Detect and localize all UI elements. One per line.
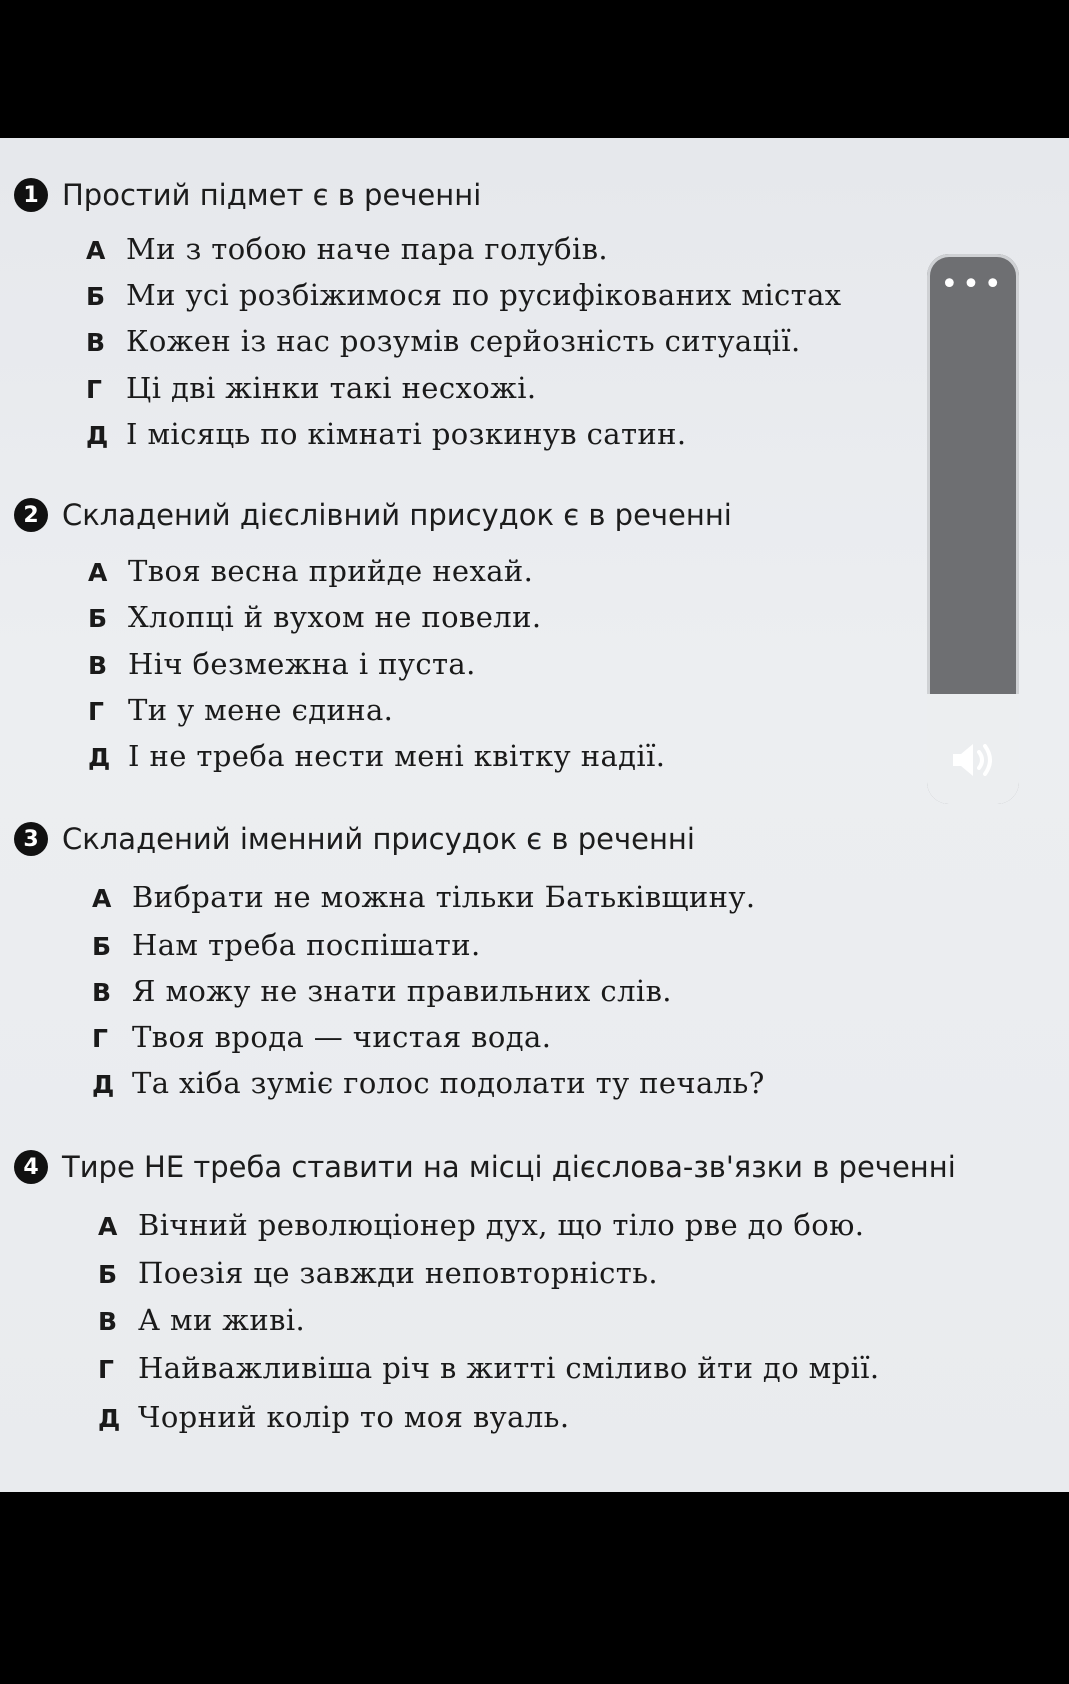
speaker-icon[interactable] [949, 740, 999, 780]
question-prompt: Складений дієслівний присудок є в реченні [62, 498, 732, 532]
question-prompt: Простий підмет є в реченні [62, 178, 482, 212]
option-v: В Ніч безмежна і пуста. [88, 647, 476, 681]
question-header [14, 178, 481, 212]
option-a: А Ми з тобою наче пара голубів. [86, 232, 609, 266]
question-number: 3 [14, 822, 48, 856]
option-a: А Вибрати не можна тільки Батьківщину. [92, 880, 756, 914]
option-a: А Твоя весна прийде нехай. [88, 554, 534, 588]
question-header [14, 822, 695, 856]
option-d: Д І не треба нести мені квітку надії. [88, 739, 666, 773]
question-header [14, 1150, 956, 1184]
option-d: Д Чорний колір то моя вуаль. [98, 1400, 570, 1434]
option-v: В Я можу не знати правильних слів. [92, 974, 672, 1008]
option-v: В А ми живі. [98, 1303, 306, 1337]
option-d: Д Та хіба зуміє голос подолати ту печаль? [92, 1066, 765, 1100]
more-dots-icon[interactable]: ••• [940, 267, 1006, 302]
option-b: Б Нам треба поспішати. [92, 928, 481, 962]
option-b: Б Поезія це завжди неповторність. [98, 1256, 659, 1290]
volume-slider[interactable] [927, 254, 1019, 804]
option-g: Г Ти у мене єдина. [88, 693, 394, 727]
option-b: Б Ми усі розбіжимося по русифікованих містах [86, 278, 842, 312]
option-g: Г Найважливіша річ в житті сміливо йти до мрії. [98, 1351, 880, 1385]
question-number: 2 [14, 498, 48, 532]
option-g: Г Твоя врода — чистая вода. [92, 1020, 552, 1054]
option-b: Б Хлопці й вухом не повели. [88, 600, 542, 634]
question-number: 4 [14, 1150, 48, 1184]
question-prompt: Складений іменний присудок є в реченні [62, 822, 695, 856]
option-v: В Кожен із нас розумів серйозність ситуації. [86, 324, 801, 358]
option-d: Д І місяць по кімнаті розкинув сатин. [86, 417, 687, 451]
textbook-photo [0, 138, 1069, 1492]
option-g: Г Ці дві жінки такі несхожі. [86, 371, 537, 405]
question-number: 1 [14, 178, 48, 212]
option-a: А Вічний революціонер дух, що тіло рве до бою. [98, 1208, 865, 1242]
question-header [14, 498, 732, 532]
question-prompt: Тире НЕ треба ставити на місці дієслова-зв'язки в реченні [62, 1150, 956, 1184]
